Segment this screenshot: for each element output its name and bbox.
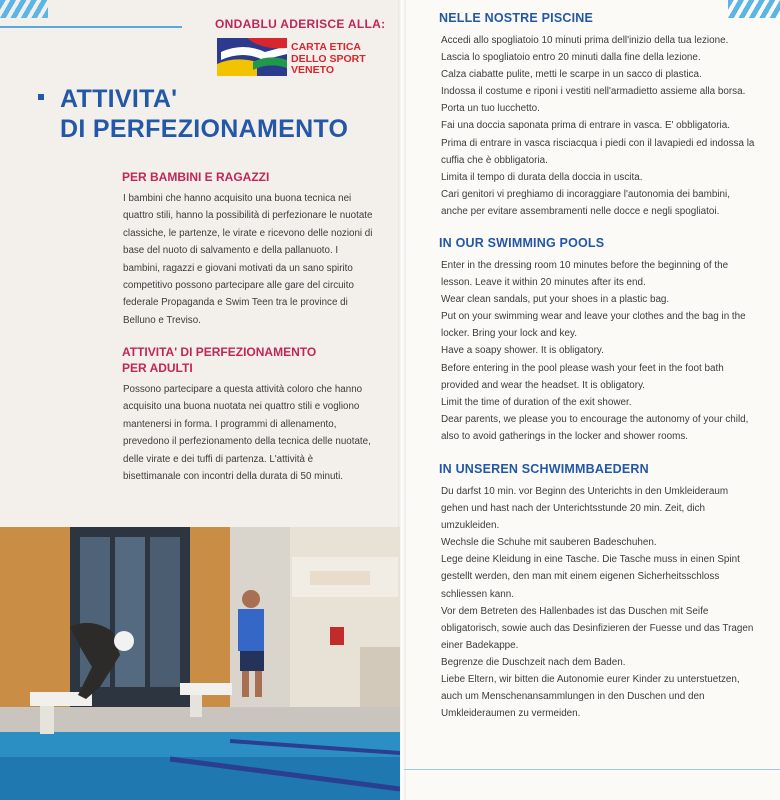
adults-heading-line: PER ADULTI	[122, 361, 193, 375]
german-rules	[441, 483, 763, 722]
german-heading: IN UNSEREN SCHWIMMBAEDERN	[439, 462, 649, 476]
kids-paragraph: I bambini che hanno acquisito una buona tecnica nei quattro stili, hanno la possibilità di perfezionare le nuotate classiche, le partenze, le virate e ricevono delle nozioni di base del nuoto di salvamento e della pallanuoto. I bambini, ragazzi e giovani motivati da un sano spirito competitivo possono partecipare alle gare del circuito federale Propaganda e Swim Teen tra le province di Belluno e Treviso.	[123, 193, 373, 326]
rule-line: provided and wear the headset. It is obligatory.	[441, 379, 646, 391]
italian-rules	[441, 32, 763, 220]
rule-line: also to avoid gatherings in the locker and shower rooms.	[441, 430, 689, 442]
rule-line: Wechsle die Schuhe mit sauberen Badeschuhen.	[441, 537, 657, 549]
adults-paragraph: Possono partecipare a questa attività coloro che hanno acquisito una buona nuotata nei quattro stili e vogliono mantenersi in forma. I programmi di allenamento, prevedono il perfezionamento della tecnica delle nuotate, delle virate e dei tuffi di partenza. L'attività è bisettimanale con incontri della durata di 50 minuti.	[123, 384, 371, 483]
kids-heading: PER BAMBINI E RAGAZZI	[122, 170, 270, 184]
rule-line: Calza ciabatte pulite, metti le scarpe in un sacco di plastica.	[441, 69, 702, 81]
rule-line: Vor dem Betreten des Hallenbades ist das Duschen mit Seife	[441, 605, 709, 617]
rule-line: Lascia lo spogliatoio entro 20 minuti dalla fine della lezione.	[441, 52, 701, 64]
rule-line: gestellt werden, den man mit einem eigenen Sicherheitsschloss	[441, 571, 720, 583]
rule-line: Indossa il costume e riponi i vestiti nell'armadietto assieme alla borsa.	[441, 86, 746, 98]
rule-line: Prima di entrare in vasca risciacqua i piedi con il lavapiedi ed indossa la	[441, 137, 755, 149]
rule-line: Have a soapy shower. It is obligatory.	[441, 345, 604, 357]
rule-line: Begrenze die Duschzeit nach dem Baden.	[441, 656, 626, 668]
rule-line: Cari genitori vi preghiamo di incoraggiare l'autonomia dei bambini,	[441, 188, 730, 200]
title-line: ATTIVITA'	[60, 85, 178, 113]
rule-line: einer Badekappe.	[441, 639, 519, 651]
rule-line: Dear parents, we please you to encourage the autonomy of your child,	[441, 413, 749, 425]
rule-line: Before entering in the pool please wash your feet in the foot bath	[441, 362, 724, 374]
rule-line: Fai una doccia saponata prima di entrare in vasca. E' obbligatoria.	[441, 120, 730, 132]
logo-line: DELLO SPORT	[291, 52, 366, 65]
italian-heading: NELLE NOSTRE PISCINE	[439, 11, 594, 25]
english-rules	[441, 257, 763, 445]
adults-heading-line: ATTIVITA' DI PERFEZIONAMENTO	[122, 345, 317, 359]
rule-line: Limit the time of duration of the exit shower.	[441, 396, 632, 408]
carta-etica-logo-icon	[217, 38, 287, 76]
title-line: DI PERFEZIONAMENTO	[60, 115, 349, 143]
rule-line: gehen und hast nach der Unterichtsstunde 20 min. Zeit, dich	[441, 503, 706, 515]
rule-line: Enter in the dressing room 10 minutes before the beginning of the	[441, 260, 729, 271]
rule-line: umzukleiden.	[441, 520, 500, 532]
footer-rule	[404, 769, 780, 770]
rule-line: Porta un tuo lucchetto.	[441, 103, 540, 115]
rule-line: locker. Bring your lock and key.	[441, 328, 577, 340]
rule-line: Du darfst 10 min. vor Beginn des Unterichts in den Umkleideraum	[441, 486, 729, 497]
page-title	[60, 84, 348, 144]
rule-line: obligatorisch, sowie auch das Desinfizieren der Fuesse und das Tragen	[441, 622, 754, 634]
logo-line: VENETO	[291, 64, 334, 76]
header-rule	[0, 26, 182, 28]
logo-text	[291, 42, 366, 77]
decorative-stripes-right	[728, 0, 780, 18]
rule-line: lesson. Leave it within 20 minutes after its end.	[441, 277, 646, 289]
rule-line: Lege deine Kleidung in eine Tasche. Die Tasche muss in einen Spint	[441, 554, 740, 566]
decorative-stripes-left	[0, 0, 48, 18]
rule-line: cuffia che è obbligatoria.	[441, 154, 548, 166]
adheres-label: ONDABLU ADERISCE ALLA:	[215, 17, 386, 31]
logo-line: CARTA ETICA	[291, 41, 361, 53]
rule-line: Put on your swimming wear and leave your clothes and the bag in the	[441, 311, 746, 323]
rule-line: Wear clean sandals, put your shoes in a plastic bag.	[441, 294, 670, 306]
rule-line: Umkleideraumen zu vermeiden.	[441, 708, 581, 720]
adults-heading	[122, 344, 316, 376]
english-heading: IN OUR SWIMMING POOLS	[439, 236, 605, 250]
pool-photo	[0, 527, 400, 800]
rule-line: auch um Menschenansammlungen in den Duschen und den	[441, 691, 705, 703]
rule-line: Limita il tempo di durata della doccia in uscita.	[441, 171, 643, 183]
rule-line: Liebe Eltern, wir bitten die Autonomie eurer Kinder zu unterstuetzen,	[441, 674, 740, 686]
rule-line: anche per evitare assembramenti nelle docce e negli spogliatoi.	[441, 205, 720, 217]
rule-line: Accedi allo spogliatoio 10 minuti prima dell'inizio della tua lezione.	[441, 35, 729, 46]
rule-line: schliessen kann.	[441, 588, 515, 600]
title-bullet	[38, 94, 44, 100]
